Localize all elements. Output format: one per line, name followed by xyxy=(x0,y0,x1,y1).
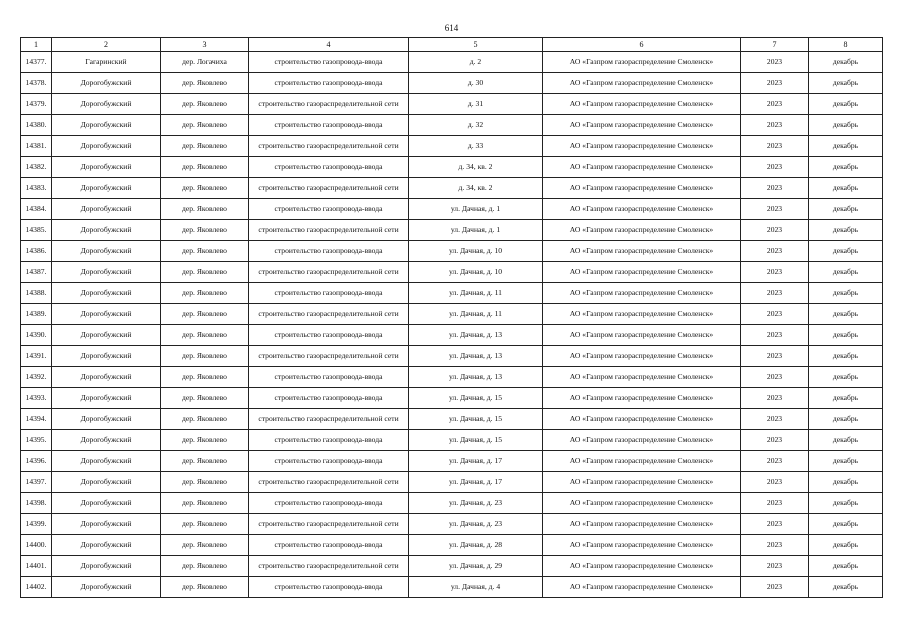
address-cell: ул. Дачная, д. 1 xyxy=(409,199,543,220)
year-cell: 2023 xyxy=(741,283,809,304)
year-cell: 2023 xyxy=(741,367,809,388)
work-type-cell: строительство газораспределительной сети xyxy=(249,514,409,535)
work-type-cell: строительство газораспределительной сети xyxy=(249,262,409,283)
district-cell: Дорогобужский xyxy=(52,535,161,556)
organization-cell: АО «Газпром газораспределение Смоленск» xyxy=(543,304,741,325)
organization-cell: АО «Газпром газораспределение Смоленск» xyxy=(543,388,741,409)
address-cell: ул. Дачная, д. 15 xyxy=(409,409,543,430)
address-cell: ул. Дачная, д. 11 xyxy=(409,304,543,325)
table-row xyxy=(21,514,883,535)
year-cell: 2023 xyxy=(741,409,809,430)
settlement-cell: дер. Яковлево xyxy=(161,514,249,535)
year-cell: 2023 xyxy=(741,52,809,73)
column-header: 1 xyxy=(21,38,52,52)
address-cell: ул. Дачная, д. 29 xyxy=(409,556,543,577)
work-type-cell: строительство газопровода-ввода xyxy=(249,73,409,94)
year-cell: 2023 xyxy=(741,157,809,178)
work-type-cell: строительство газораспределительной сети xyxy=(249,136,409,157)
work-type-cell: строительство газораспределительной сети xyxy=(249,304,409,325)
table-row xyxy=(21,52,883,73)
row-number-cell: 14391. xyxy=(21,346,52,367)
district-cell: Дорогобужский xyxy=(52,556,161,577)
work-type-cell: строительство газопровода-ввода xyxy=(249,430,409,451)
district-cell: Дорогобужский xyxy=(52,514,161,535)
work-type-cell: строительство газораспределительной сети xyxy=(249,409,409,430)
district-cell: Дорогобужский xyxy=(52,220,161,241)
table-row xyxy=(21,178,883,199)
settlement-cell: дер. Яковлево xyxy=(161,241,249,262)
table-row xyxy=(21,535,883,556)
address-cell: д. 32 xyxy=(409,115,543,136)
row-number-cell: 14379. xyxy=(21,94,52,115)
organization-cell: АО «Газпром газораспределение Смоленск» xyxy=(543,493,741,514)
column-header: 4 xyxy=(249,38,409,52)
month-cell: декабрь xyxy=(809,220,883,241)
month-cell: декабрь xyxy=(809,367,883,388)
table-row xyxy=(21,283,883,304)
table-row xyxy=(21,577,883,598)
table-header-row xyxy=(21,38,883,52)
column-header: 5 xyxy=(409,38,543,52)
settlement-cell: дер. Яковлево xyxy=(161,409,249,430)
organization-cell: АО «Газпром газораспределение Смоленск» xyxy=(543,115,741,136)
year-cell: 2023 xyxy=(741,178,809,199)
organization-cell: АО «Газпром газораспределение Смоленск» xyxy=(543,136,741,157)
district-cell: Дорогобужский xyxy=(52,325,161,346)
year-cell: 2023 xyxy=(741,514,809,535)
organization-cell: АО «Газпром газораспределение Смоленск» xyxy=(543,199,741,220)
district-cell: Дорогобужский xyxy=(52,451,161,472)
address-cell: ул. Дачная, д. 1 xyxy=(409,220,543,241)
district-cell: Гагаринский xyxy=(52,52,161,73)
settlement-cell: дер. Яковлево xyxy=(161,577,249,598)
month-cell: декабрь xyxy=(809,535,883,556)
settlement-cell: дер. Яковлево xyxy=(161,346,249,367)
year-cell: 2023 xyxy=(741,535,809,556)
organization-cell: АО «Газпром газораспределение Смоленск» xyxy=(543,367,741,388)
work-type-cell: строительство газораспределительной сети xyxy=(249,178,409,199)
settlement-cell: дер. Яковлево xyxy=(161,430,249,451)
month-cell: декабрь xyxy=(809,556,883,577)
month-cell: декабрь xyxy=(809,283,883,304)
table-row xyxy=(21,493,883,514)
year-cell: 2023 xyxy=(741,388,809,409)
month-cell: декабрь xyxy=(809,157,883,178)
work-type-cell: строительство газопровода-ввода xyxy=(249,325,409,346)
row-number-cell: 14385. xyxy=(21,220,52,241)
work-type-cell: строительство газопровода-ввода xyxy=(249,367,409,388)
row-number-cell: 14392. xyxy=(21,367,52,388)
work-type-cell: строительство газопровода-ввода xyxy=(249,451,409,472)
table-row xyxy=(21,325,883,346)
year-cell: 2023 xyxy=(741,346,809,367)
district-cell: Дорогобужский xyxy=(52,94,161,115)
district-cell: Дорогобужский xyxy=(52,430,161,451)
organization-cell: АО «Газпром газораспределение Смоленск» xyxy=(543,472,741,493)
year-cell: 2023 xyxy=(741,451,809,472)
month-cell: декабрь xyxy=(809,262,883,283)
month-cell: декабрь xyxy=(809,409,883,430)
district-cell: Дорогобужский xyxy=(52,304,161,325)
month-cell: декабрь xyxy=(809,115,883,136)
settlement-cell: дер. Яковлево xyxy=(161,367,249,388)
year-cell: 2023 xyxy=(741,493,809,514)
district-cell: Дорогобужский xyxy=(52,73,161,94)
work-type-cell: строительство газораспределительной сети xyxy=(249,220,409,241)
month-cell: декабрь xyxy=(809,493,883,514)
organization-cell: АО «Газпром газораспределение Смоленск» xyxy=(543,535,741,556)
settlement-cell: дер. Яковлево xyxy=(161,493,249,514)
table-row xyxy=(21,73,883,94)
month-cell: декабрь xyxy=(809,472,883,493)
year-cell: 2023 xyxy=(741,325,809,346)
month-cell: декабрь xyxy=(809,577,883,598)
organization-cell: АО «Газпром газораспределение Смоленск» xyxy=(543,241,741,262)
row-number-cell: 14382. xyxy=(21,157,52,178)
month-cell: декабрь xyxy=(809,73,883,94)
month-cell: декабрь xyxy=(809,199,883,220)
month-cell: декабрь xyxy=(809,136,883,157)
row-number-cell: 14383. xyxy=(21,178,52,199)
row-number-cell: 14401. xyxy=(21,556,52,577)
address-cell: ул. Дачная, д. 28 xyxy=(409,535,543,556)
district-cell: Дорогобужский xyxy=(52,472,161,493)
district-cell: Дорогобужский xyxy=(52,577,161,598)
page-number: 614 xyxy=(444,23,459,33)
organization-cell: АО «Газпром газораспределение Смоленск» xyxy=(543,346,741,367)
row-number-cell: 14384. xyxy=(21,199,52,220)
address-cell: ул. Дачная, д. 4 xyxy=(409,577,543,598)
organization-cell: АО «Газпром газораспределение Смоленск» xyxy=(543,52,741,73)
row-number-cell: 14380. xyxy=(21,115,52,136)
column-header: 2 xyxy=(52,38,161,52)
row-number-cell: 14398. xyxy=(21,493,52,514)
address-cell: д. 34, кв. 2 xyxy=(409,157,543,178)
row-number-cell: 14397. xyxy=(21,472,52,493)
month-cell: декабрь xyxy=(809,325,883,346)
organization-cell: АО «Газпром газораспределение Смоленск» xyxy=(543,283,741,304)
settlement-cell: дер. Яковлево xyxy=(161,262,249,283)
address-cell: ул. Дачная, д. 15 xyxy=(409,430,543,451)
district-cell: Дорогобужский xyxy=(52,367,161,388)
work-type-cell: строительство газораспределительной сети xyxy=(249,346,409,367)
address-cell: ул. Дачная, д. 11 xyxy=(409,283,543,304)
work-type-cell: строительство газораспределительной сети xyxy=(249,556,409,577)
address-cell: ул. Дачная, д. 15 xyxy=(409,388,543,409)
organization-cell: АО «Газпром газораспределение Смоленск» xyxy=(543,178,741,199)
work-type-cell: строительство газораспределительной сети xyxy=(249,472,409,493)
work-type-cell: строительство газопровода-ввода xyxy=(249,241,409,262)
column-header: 8 xyxy=(809,38,883,52)
year-cell: 2023 xyxy=(741,220,809,241)
row-number-cell: 14388. xyxy=(21,283,52,304)
settlement-cell: дер. Яковлево xyxy=(161,283,249,304)
table-row xyxy=(21,472,883,493)
address-cell: д. 30 xyxy=(409,73,543,94)
address-cell: ул. Дачная, д. 23 xyxy=(409,493,543,514)
month-cell: декабрь xyxy=(809,388,883,409)
organization-cell: АО «Газпром газораспределение Смоленск» xyxy=(543,577,741,598)
month-cell: декабрь xyxy=(809,178,883,199)
year-cell: 2023 xyxy=(741,304,809,325)
work-type-cell: строительство газопровода-ввода xyxy=(249,199,409,220)
organization-cell: АО «Газпром газораспределение Смоленск» xyxy=(543,325,741,346)
work-type-cell: строительство газопровода-ввода xyxy=(249,115,409,136)
work-type-cell: строительство газопровода-ввода xyxy=(249,388,409,409)
settlement-cell: дер. Яковлево xyxy=(161,115,249,136)
settlement-cell: дер. Яковлево xyxy=(161,304,249,325)
table-row xyxy=(21,157,883,178)
settlement-cell: дер. Яковлево xyxy=(161,94,249,115)
table-row xyxy=(21,388,883,409)
year-cell: 2023 xyxy=(741,136,809,157)
table-row xyxy=(21,451,883,472)
address-cell: д. 31 xyxy=(409,94,543,115)
settlement-cell: дер. Яковлево xyxy=(161,556,249,577)
settlement-cell: дер. Логачиха xyxy=(161,52,249,73)
row-number-cell: 14399. xyxy=(21,514,52,535)
district-cell: Дорогобужский xyxy=(52,346,161,367)
work-type-cell: строительство газопровода-ввода xyxy=(249,157,409,178)
row-number-cell: 14396. xyxy=(21,451,52,472)
table-row xyxy=(21,409,883,430)
month-cell: декабрь xyxy=(809,241,883,262)
year-cell: 2023 xyxy=(741,73,809,94)
address-cell: ул. Дачная, д. 13 xyxy=(409,346,543,367)
address-cell: ул. Дачная, д. 13 xyxy=(409,325,543,346)
table-row xyxy=(21,199,883,220)
column-header: 6 xyxy=(543,38,741,52)
organization-cell: АО «Газпром газораспределение Смоленск» xyxy=(543,220,741,241)
row-number-cell: 14386. xyxy=(21,241,52,262)
settlement-cell: дер. Яковлево xyxy=(161,535,249,556)
table-row xyxy=(21,220,883,241)
address-cell: д. 34, кв. 2 xyxy=(409,178,543,199)
row-number-cell: 14395. xyxy=(21,430,52,451)
district-cell: Дорогобужский xyxy=(52,241,161,262)
settlement-cell: дер. Яковлево xyxy=(161,199,249,220)
table-row xyxy=(21,430,883,451)
month-cell: декабрь xyxy=(809,94,883,115)
table-row xyxy=(21,262,883,283)
year-cell: 2023 xyxy=(741,262,809,283)
work-type-cell: строительство газораспределительной сети xyxy=(249,94,409,115)
table-row xyxy=(21,367,883,388)
year-cell: 2023 xyxy=(741,577,809,598)
address-cell: д. 2 xyxy=(409,52,543,73)
address-cell: ул. Дачная, д. 13 xyxy=(409,367,543,388)
address-cell: д. 33 xyxy=(409,136,543,157)
year-cell: 2023 xyxy=(741,115,809,136)
address-cell: ул. Дачная, д. 23 xyxy=(409,514,543,535)
row-number-cell: 14402. xyxy=(21,577,52,598)
table-row xyxy=(21,94,883,115)
table-row xyxy=(21,556,883,577)
year-cell: 2023 xyxy=(741,199,809,220)
month-cell: декабрь xyxy=(809,430,883,451)
table-row xyxy=(21,304,883,325)
district-cell: Дорогобужский xyxy=(52,157,161,178)
district-cell: Дорогобужский xyxy=(52,388,161,409)
settlement-cell: дер. Яковлево xyxy=(161,220,249,241)
work-type-cell: строительство газопровода-ввода xyxy=(249,283,409,304)
organization-cell: АО «Газпром газораспределение Смоленск» xyxy=(543,262,741,283)
district-cell: Дорогобужский xyxy=(52,115,161,136)
year-cell: 2023 xyxy=(741,472,809,493)
settlement-cell: дер. Яковлево xyxy=(161,157,249,178)
table-row xyxy=(21,136,883,157)
row-number-cell: 14387. xyxy=(21,262,52,283)
row-number-cell: 14381. xyxy=(21,136,52,157)
settlement-cell: дер. Яковлево xyxy=(161,325,249,346)
work-type-cell: строительство газопровода-ввода xyxy=(249,535,409,556)
organization-cell: АО «Газпром газораспределение Смоленск» xyxy=(543,409,741,430)
district-cell: Дорогобужский xyxy=(52,262,161,283)
month-cell: декабрь xyxy=(809,514,883,535)
table-row xyxy=(21,115,883,136)
district-cell: Дорогобужский xyxy=(52,493,161,514)
organization-cell: АО «Газпром газораспределение Смоленск» xyxy=(543,73,741,94)
organization-cell: АО «Газпром газораспределение Смоленск» xyxy=(543,514,741,535)
year-cell: 2023 xyxy=(741,94,809,115)
row-number-cell: 14394. xyxy=(21,409,52,430)
settlement-cell: дер. Яковлево xyxy=(161,178,249,199)
table-row xyxy=(21,346,883,367)
district-cell: Дорогобужский xyxy=(52,136,161,157)
year-cell: 2023 xyxy=(741,430,809,451)
organization-cell: АО «Газпром газораспределение Смоленск» xyxy=(543,451,741,472)
month-cell: декабрь xyxy=(809,346,883,367)
row-number-cell: 14390. xyxy=(21,325,52,346)
address-cell: ул. Дачная, д. 10 xyxy=(409,262,543,283)
month-cell: декабрь xyxy=(809,52,883,73)
settlement-cell: дер. Яковлево xyxy=(161,388,249,409)
work-type-cell: строительство газопровода-ввода xyxy=(249,493,409,514)
row-number-cell: 14393. xyxy=(21,388,52,409)
row-number-cell: 14389. xyxy=(21,304,52,325)
column-header: 3 xyxy=(161,38,249,52)
row-number-cell: 14400. xyxy=(21,535,52,556)
address-cell: ул. Дачная, д. 17 xyxy=(409,451,543,472)
organization-cell: АО «Газпром газораспределение Смоленск» xyxy=(543,157,741,178)
row-number-cell: 14378. xyxy=(21,73,52,94)
settlement-cell: дер. Яковлево xyxy=(161,136,249,157)
year-cell: 2023 xyxy=(741,241,809,262)
address-cell: ул. Дачная, д. 10 xyxy=(409,241,543,262)
month-cell: декабрь xyxy=(809,451,883,472)
work-type-cell: строительство газопровода-ввода xyxy=(249,52,409,73)
work-type-cell: строительство газопровода-ввода xyxy=(249,577,409,598)
row-number-cell: 14377. xyxy=(21,52,52,73)
settlement-cell: дер. Яковлево xyxy=(161,472,249,493)
address-cell: ул. Дачная, д. 17 xyxy=(409,472,543,493)
organization-cell: АО «Газпром газораспределение Смоленск» xyxy=(543,430,741,451)
table-body xyxy=(21,52,883,598)
settlement-cell: дер. Яковлево xyxy=(161,73,249,94)
organization-cell: АО «Газпром газораспределение Смоленск» xyxy=(543,556,741,577)
year-cell: 2023 xyxy=(741,556,809,577)
organization-cell: АО «Газпром газораспределение Смоленск» xyxy=(543,94,741,115)
gasification-table xyxy=(20,37,883,598)
district-cell: Дорогобужский xyxy=(52,199,161,220)
district-cell: Дорогобужский xyxy=(52,409,161,430)
month-cell: декабрь xyxy=(809,304,883,325)
settlement-cell: дер. Яковлево xyxy=(161,451,249,472)
column-header: 7 xyxy=(741,38,809,52)
table-row xyxy=(21,241,883,262)
district-cell: Дорогобужский xyxy=(52,283,161,304)
district-cell: Дорогобужский xyxy=(52,178,161,199)
